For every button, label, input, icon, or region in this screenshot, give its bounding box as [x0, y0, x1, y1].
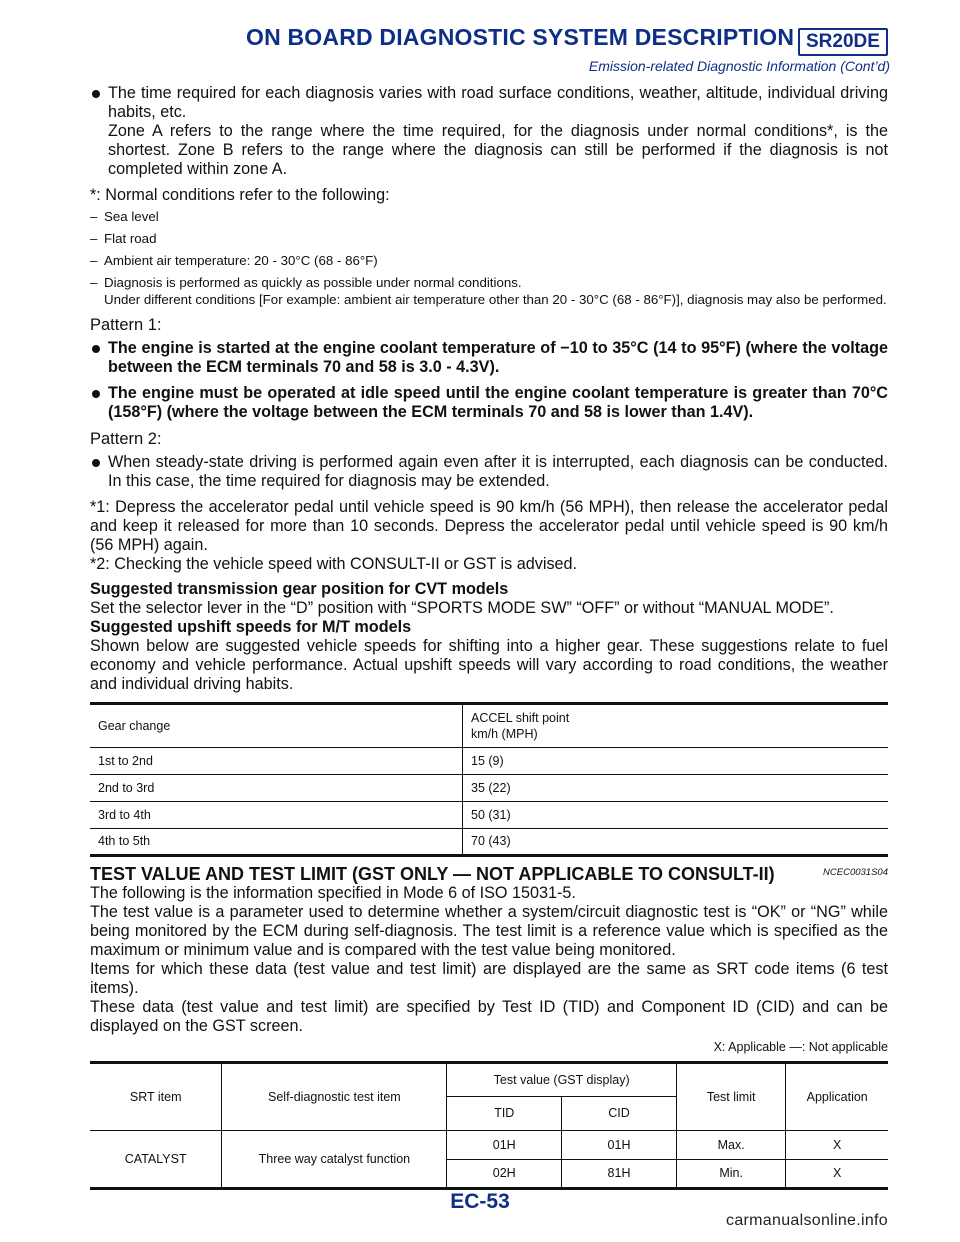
condition-item: – Diagnosis is performed as quickly as possible under normal conditions. [90, 274, 888, 291]
condition-item: – Flat road [90, 230, 888, 247]
intro-bullet [90, 84, 888, 179]
gear-cell: 3rd to 4th [90, 802, 463, 829]
gear-cell: 4th to 5th [90, 829, 463, 856]
test-value-header: Test value (GST display) [447, 1063, 677, 1097]
shift-header-cell: ACCEL shift point km/h (MPH) [471, 711, 570, 741]
pattern1-label: Pattern 1: [90, 316, 162, 334]
shift-cell: 35 (22) [463, 775, 889, 802]
normal-conditions-title: *: Normal conditions refer to the following: [90, 186, 390, 204]
gear-header-cell: Gear change [90, 704, 463, 748]
table-row [90, 1063, 888, 1097]
test-paragraph: The following is the information specified in Mode 6 of ISO 15031-5. [90, 884, 576, 902]
cid-header: CID [562, 1097, 677, 1131]
self-diag-cell: Three way catalyst function [222, 1131, 447, 1189]
note1: *1: Depress the accelerator pedal until vehicle speed is 90 km/h (56 MPH), then release the accelerator pedal and keep it released for more than 10 seconds. Depress the accelerator pedal until vehicle speed is 90 km/h (56 MPH) again. [90, 498, 888, 554]
note2: *2: Checking the vehicle speed with CONSULT-II or GST is advised. [90, 555, 578, 573]
page-subtitle: Emission-related Diagnostic Information (Cont’d) [588, 58, 890, 74]
application-cell: X [786, 1131, 888, 1160]
test-limit-header: Test limit [676, 1063, 785, 1131]
page-number: EC-53 [450, 1190, 510, 1213]
mt-title: Suggested upshift speeds for M/T models [90, 618, 412, 636]
zone-text: Zone A refers to the range where the time required, for the diagnosis under normal conditions*, is the shortest. Zone B refers to the range where the diagnosis can still be performed if the diagnosis is not completed within zone A. [108, 122, 888, 178]
srt-header: SRT item [90, 1063, 222, 1131]
mt-text: Shown below are suggested vehicle speeds for shifting into a higher gear. These suggestions relate to fuel economy and vehicle performance. Actual upshift speeds will vary according to road conditions, the weather and individual driving habits. [90, 637, 888, 693]
page-content [90, 84, 888, 1190]
test-paragraph: The test value is a parameter used to determine whether a system/circuit diagnostic test is “OK” or “NG” while being monitored by the ECM during self-diagnosis. The test limit is a reference value which is specified as the maximum or minimum value and is compared with the test value being monitored. [90, 903, 888, 959]
table-row [90, 1131, 888, 1160]
shift-cell: 50 (31) [463, 802, 889, 829]
table-row [90, 704, 888, 748]
conditions-note: Under different conditions [For example: ambient air temperature other than 20 - 30°C (68 - 86°F)], diagnosis may also be performed. [104, 292, 887, 307]
pattern1-bullet: The engine is started at the engine coolant temperature of −10 to 35°C (14 to 95°F) (where the voltage between the ECM terminals 70 and 58 is 3.0 - 4.3V). [90, 339, 888, 377]
test-paragraph: Items for which these data (test value and test limit) are displayed are the same as SRT code items (6 test items). [90, 960, 888, 997]
limit-cell: Max. [676, 1131, 785, 1160]
application-cell: X [786, 1160, 888, 1189]
watermark: carmanualsonline.info [726, 1212, 888, 1229]
table-row [90, 802, 888, 829]
application-header: Application [786, 1063, 888, 1131]
engine-badge: SR20DE [798, 28, 888, 56]
cid-cell: 01H [562, 1131, 677, 1160]
pattern2-label: Pattern 2: [90, 430, 162, 448]
table-row [90, 775, 888, 802]
intro-text: The time required for each diagnosis varies with road surface conditions, weather, altitude, individual driving habits, etc. [108, 84, 888, 121]
applicability-legend: X: Applicable —: Not applicable [713, 1040, 888, 1054]
test-paragraph: These data (test value and test limit) are specified by Test ID (TID) and Component ID (CID) and can be displayed on the GST screen. [90, 998, 888, 1035]
pattern2-bullet: When steady-state driving is performed again even after it is interrupted, each diagnosis can be conducted. In this case, the time required for diagnosis may be extended. [90, 453, 888, 491]
srt-cell: CATALYST [90, 1131, 222, 1189]
shift-cell: 15 (9) [463, 748, 889, 775]
cid-cell: 81H [562, 1160, 677, 1189]
section-title: TEST VALUE AND TEST LIMIT (GST ONLY — NOT APPLICABLE TO CONSULT-II) NCEC0031S04 [90, 864, 888, 884]
gear-table [90, 702, 888, 857]
tid-cell: 01H [447, 1131, 562, 1160]
condition-item: – Ambient air temperature: 20 - 30°C (68 - 86°F) [90, 252, 888, 269]
test-table [90, 1061, 888, 1190]
tid-header: TID [447, 1097, 562, 1131]
cvt-text: Set the selector lever in the “D” position with “SPORTS MODE SW” “OFF” or without “MANUAL MODE”. [90, 599, 834, 617]
table-row [90, 748, 888, 775]
limit-cell: Min. [676, 1160, 785, 1189]
tid-cell: 02H [447, 1160, 562, 1189]
self-diag-header: Self-diagnostic test item [222, 1063, 447, 1131]
cvt-title: Suggested transmission gear position for CVT models [90, 580, 509, 598]
shift-cell: 70 (43) [463, 829, 889, 856]
gear-cell: 1st to 2nd [90, 748, 463, 775]
gear-cell: 2nd to 3rd [90, 775, 463, 802]
page-title: ON BOARD DIAGNOSTIC SYSTEM DESCRIPTION [246, 24, 795, 50]
section-code: NCEC0031S04 [823, 867, 888, 878]
condition-item: – Sea level [90, 208, 888, 225]
pattern1-bullet: The engine must be operated at idle speed until the engine coolant temperature is greater than 70°C (158°F) (where the voltage between the ECM terminals 70 and 58 is lower than 1.4V). [90, 384, 888, 422]
table-row [90, 829, 888, 856]
